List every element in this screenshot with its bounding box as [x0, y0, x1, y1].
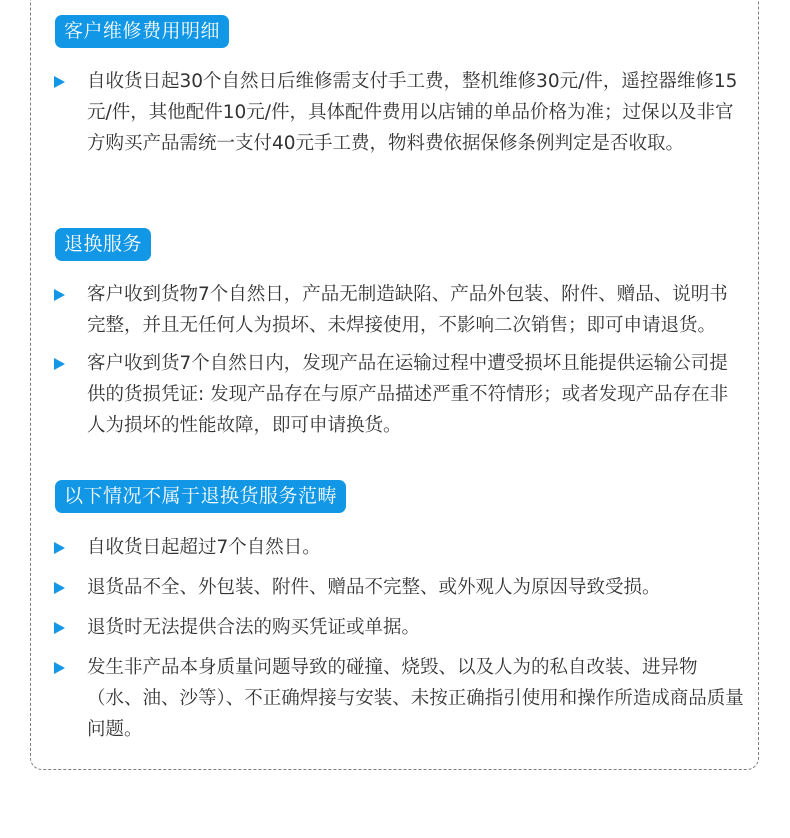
list-item	[55, 652, 745, 745]
list-item	[55, 279, 745, 341]
list-item-text: 客户收到货7个自然日内，发现产品在运输过程中遭受损坏且能提供运输公司提供的货损凭证: 发现产品存在与原产品描述严重不符情形；或者发现产品存在非人为损坏的性能故障，即可申请换货。	[87, 353, 729, 436]
policy-panel	[30, 0, 759, 770]
section-title-return-exchange: 退换服务	[55, 228, 151, 261]
exclusions-list	[55, 532, 745, 745]
section-exclusions	[55, 480, 745, 745]
triangle-bullet-icon	[54, 289, 65, 301]
section-return-exchange	[55, 228, 745, 441]
list-item-text: 退货品不全、外包装、附件、赠品不完整、或外观人为原因导致受损。	[87, 577, 661, 598]
repair-fees-list	[55, 66, 745, 159]
list-item	[55, 66, 745, 159]
list-item-text: 自收货日起超过7个自然日。	[87, 537, 321, 558]
list-item-text: 自收货日起30个自然日后维修需支付手工费，整机维修30元/件，遥控器维修15元/件，其他配件10元/件，具体配件费用以店铺的单品价格为准；过保以及非官方购买产品需统一支付40元手工费，物料费依据保修条例判定是否收取。	[87, 71, 738, 154]
section-repair-fees	[55, 15, 745, 159]
list-item	[55, 348, 745, 441]
section-title-repair-fees: 客户维修费用明细	[55, 15, 229, 48]
list-item	[55, 532, 745, 563]
triangle-bullet-icon	[54, 582, 65, 594]
triangle-bullet-icon	[54, 662, 65, 674]
triangle-bullet-icon	[54, 622, 65, 634]
return-exchange-list	[55, 279, 745, 441]
list-item-text: 发生非产品本身质量问题导致的碰撞、烧毁、以及人为的私自改装、进异物（水、油、沙等）、不正确焊接与安装、未按正确指引使用和操作所造成商品质量问题。	[87, 657, 744, 740]
list-item-text: 退货时无法提供合法的购买凭证或单据。	[87, 617, 421, 638]
list-item-text: 客户收到货物7个自然日，产品无制造缺陷、产品外包装、附件、赠品、说明书完整，并且无任何人为损坏、未焊接使用，不影响二次销售；即可申请退货。	[87, 284, 728, 336]
triangle-bullet-icon	[54, 358, 65, 370]
list-item	[55, 572, 745, 603]
section-title-exclusions: 以下情况不属于退换货服务范畴	[55, 480, 346, 513]
triangle-bullet-icon	[54, 76, 65, 88]
list-item	[55, 612, 745, 643]
triangle-bullet-icon	[54, 542, 65, 554]
